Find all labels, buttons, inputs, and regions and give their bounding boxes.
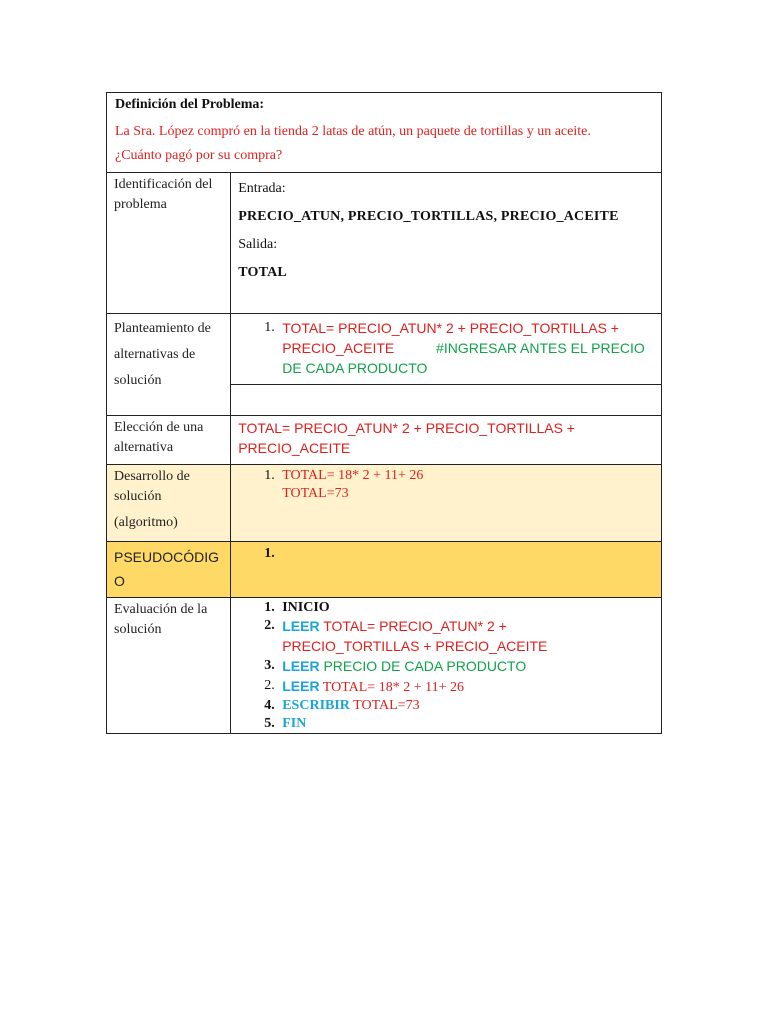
problem-statement-line1: La Sra. López compró en la tienda 2 latas de atún, un paquete de tortillas y un aceite.: [115, 124, 591, 139]
evaluacion-label-line2: solución: [114, 622, 162, 637]
evaluacion-label-line1: Evaluación de la: [114, 602, 208, 617]
eleccion-formula-a: TOTAL= PRECIO_ATUN* 2 + PRECIO_TORTILLAS +: [238, 420, 575, 436]
desarrollo-label-line1: Desarrollo de: [114, 469, 190, 484]
step-keyword: INICIO: [282, 600, 330, 615]
list-number: 1.: [264, 320, 275, 335]
list-number: 4.: [264, 698, 275, 713]
planteamiento-note-a: #INGRESAR ANTES EL PRECIO: [436, 340, 645, 356]
problem-definition-row: [107, 93, 662, 173]
step-keyword: LEER: [282, 658, 320, 674]
step-keyword: FIN: [282, 716, 307, 731]
desarrollo-label-line2: solución: [114, 489, 162, 504]
problem-table: [106, 92, 662, 734]
pseudocodigo-label: [107, 542, 231, 598]
problem-title: Definición del Problema:: [115, 97, 265, 112]
pseudocodigo-label-line2: O: [114, 573, 125, 589]
planteamiento-formula-b: PRECIO_ACEITE: [282, 340, 395, 356]
salida-label: Salida:: [238, 237, 278, 252]
salida-value: TOTAL: [238, 265, 287, 280]
list-item: [238, 715, 655, 733]
list-number: 2.: [264, 618, 275, 633]
list-item: [238, 657, 655, 677]
list-item: [238, 599, 655, 617]
eleccion-content: [231, 416, 662, 465]
step-text: PRECIO DE CADA PRODUCTO: [319, 658, 527, 674]
evaluacion-list: [238, 599, 655, 733]
desarrollo-label-line3: (algoritmo): [114, 515, 178, 530]
desarrollo-content: [231, 465, 662, 542]
step-text: TOTAL= 18* 2 + 11+ 26: [319, 680, 464, 695]
list-item: [238, 544, 655, 564]
step-text-cont: PRECIO_TORTILLAS + PRECIO_ACEITE: [282, 638, 548, 654]
list-number: 1.: [264, 600, 275, 615]
step-keyword: ESCRIBIR: [282, 698, 350, 713]
planteamiento-label: [107, 314, 231, 416]
planteamiento-empty-cell: [231, 385, 662, 416]
evaluacion-label: [107, 598, 231, 734]
desarrollo-line2: TOTAL=73: [282, 486, 349, 501]
planteamiento-content: [231, 314, 662, 385]
step-keyword: LEER: [282, 618, 320, 634]
entrada-label: Entrada:: [238, 181, 286, 196]
pseudocodigo-row: [107, 542, 662, 598]
list-item: [238, 697, 655, 715]
list-item: [238, 677, 655, 697]
list-item: [238, 617, 655, 657]
pseudocodigo-label-line1: PSEUDOCÓDIG: [114, 549, 220, 565]
planteamiento-label-line2: alternativas de: [114, 347, 196, 362]
identificacion-content: [231, 173, 662, 314]
eleccion-label: [107, 416, 231, 465]
list-number: 3.: [264, 658, 275, 673]
problem-definition-cell: [107, 93, 662, 173]
eleccion-label-line2: alternativa: [114, 440, 174, 455]
list-item: [238, 467, 655, 503]
planteamiento-label-line3: solución: [114, 373, 162, 388]
evaluacion-content: [231, 598, 662, 734]
planteamiento-label-line1: Planteamiento de: [114, 321, 211, 336]
desarrollo-label: [107, 465, 231, 542]
identificacion-label: Identificación del problema: [107, 173, 231, 314]
list-number: 1.: [264, 546, 275, 561]
desarrollo-list: [238, 467, 655, 503]
eleccion-row: [107, 416, 662, 465]
list-number: 5.: [264, 716, 275, 731]
pseudocodigo-list: [238, 544, 655, 564]
evaluacion-row: [107, 598, 662, 734]
list-item: [238, 318, 655, 378]
planteamiento-row: [107, 314, 662, 385]
eleccion-label-line1: Elección de una: [114, 420, 204, 435]
problem-statement-line2: ¿Cuánto pagó por su compra?: [115, 148, 283, 163]
planteamiento-formula-a: TOTAL= PRECIO_ATUN* 2 + PRECIO_TORTILLAS +: [282, 320, 619, 336]
step-text: TOTAL=73: [349, 698, 420, 713]
entrada-value: PRECIO_ATUN, PRECIO_TORTILLAS, PRECIO_ACEITE: [238, 209, 619, 224]
problem-definition-sheet: [106, 92, 662, 734]
step-text: TOTAL= PRECIO_ATUN* 2 +: [319, 618, 507, 634]
pseudocodigo-content: [231, 542, 662, 598]
identificacion-row: [107, 173, 662, 314]
list-number: 1.: [264, 468, 275, 483]
planteamiento-note-b: DE CADA PRODUCTO: [282, 360, 428, 376]
planteamiento-list: [238, 318, 655, 378]
step-keyword: LEER: [282, 678, 320, 694]
eleccion-formula-b: PRECIO_ACEITE: [238, 440, 351, 456]
desarrollo-line1: TOTAL= 18* 2 + 11+ 26: [282, 468, 424, 483]
desarrollo-row: [107, 465, 662, 542]
list-number: 2.: [264, 678, 275, 693]
